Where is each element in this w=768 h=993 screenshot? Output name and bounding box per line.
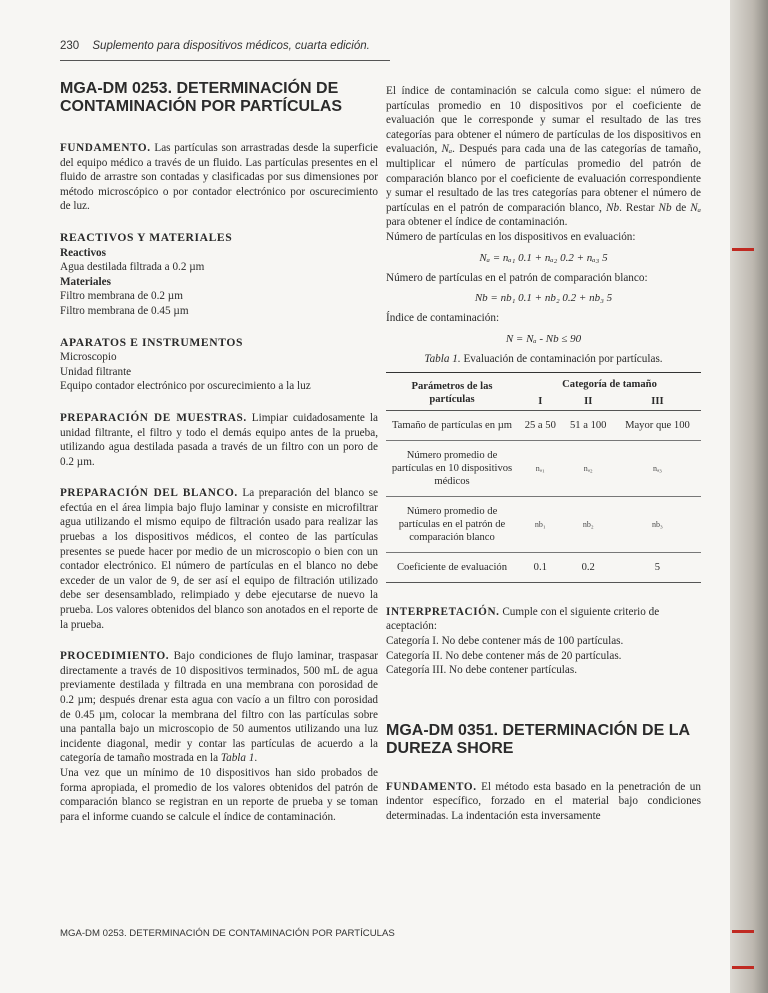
- interpretacion-text: Cumple con el siguiente criterio de aceptación:: [386, 605, 660, 633]
- aparatos-block: [60, 336, 378, 394]
- formula-nb: Nb = nb₁ 0.1 + nb₂ 0.2 + nb₃ 5: [474, 292, 613, 305]
- edge-mark: [732, 930, 754, 933]
- index-label: Índice de contaminación:: [386, 312, 500, 325]
- blank-label: Número de partículas en el patrón de comparación blanco:: [386, 271, 648, 284]
- fundamento-label: FUNDAMENTO.: [60, 142, 151, 154]
- fundamento-label: FUNDAMENTO.: [386, 780, 477, 793]
- cell: 5: [654, 561, 661, 573]
- row-label: Número promedio de partículas en el patrón de comparación blanco: [398, 505, 506, 543]
- table-reference: Tabla 1: [220, 752, 255, 765]
- category-col: II: [584, 395, 593, 407]
- param-header: Parámetros de las partículas: [386, 372, 518, 410]
- table-row: [386, 496, 701, 552]
- procedimiento-text: Bajo condiciones de flujo laminar, traspasar directamente a través de 10 dispositivos terminados, 500 mL de agua previamente destilada y filtrada en una membrana con porosidad de 0.2 µm; después drenar esta agua con vacío a un filtro con porosidad de 0.45 µm, colocar la membrana del filtro con las partículas sobre una pantalla bajo un microscopio de 50 aumentos utilizando una luz incidente diagonal, medir y contar las partículas de acuerdo a la categoría de tamaño mostrada en la: [60, 650, 379, 765]
- symbol-nb: Nb: [606, 201, 620, 214]
- procedimiento-paragraph: [60, 649, 378, 766]
- section-title: MGA-DM 0253. DETERMINACIÓN DE CONTAMINACIÓN POR PARTÍCULAS: [60, 80, 343, 115]
- fundamento-text: El método esta basado en la penetración de un indentor específico, forzado en el material bajo condiciones determinadas. La indentación esta inversamente: [386, 780, 701, 822]
- fundamento-text: Las partículas son arrastradas desde la superficie del equipo médico a través de un fluido. Las partículas presentes en el fluido de arrastre son contadas y clasificadas por sus dimensiones por método microscópico o por contador electrónico por oscurecimiento de luz.: [60, 142, 378, 213]
- cell: 25 a 50: [524, 419, 556, 431]
- cell: Mayor que 100: [625, 419, 690, 431]
- right-column: [386, 84, 701, 823]
- table-row: [386, 410, 701, 440]
- category-header: Categoría de tamaño: [562, 378, 657, 390]
- cell: nₐ₃: [652, 463, 662, 473]
- procedimiento-text-end: .: [254, 752, 258, 765]
- formula-n: N = Nₐ - Nb ≤ 90: [505, 332, 582, 345]
- contamination-table: [386, 372, 701, 583]
- calculo-text: . Restar: [619, 201, 659, 214]
- cell: nb₂: [582, 519, 594, 529]
- category-col: I: [538, 395, 543, 407]
- materiales-label: Materiales: [60, 275, 111, 288]
- row-label: Coeficiente de evaluación: [396, 561, 507, 573]
- interpretacion-label: INTERPRETACIÓN.: [386, 605, 500, 618]
- symbol-nb: Nb: [658, 201, 672, 214]
- criterion-item: Categoría I. No debe contener más de 100 partículas.: [386, 634, 624, 647]
- reactivos-label: Reactivos: [60, 246, 106, 259]
- reactivos-block: [60, 231, 378, 319]
- reactivos-heading: REACTIVOS Y MATERIALES: [60, 230, 233, 244]
- aparatos-heading: APARATOS E INSTRUMENTOS: [60, 335, 244, 349]
- caption-text: Evaluación de contaminación por partículas.: [463, 352, 663, 365]
- caption-label: Tabla 1.: [424, 352, 461, 365]
- criterion-item: Categoría III. No debe contener partículas.: [386, 664, 578, 677]
- procedimiento-label: PROCEDIMIENTO.: [60, 650, 170, 663]
- fundamento-paragraph: [386, 780, 701, 824]
- calculo-text: . Después para cada una de las categorías de tamaño, multiplicar el número de partículas promedio del patrón de comparación blanco por el coeficiente de evaluación correspondiente y sumar el resultado de las tres categorías para obtener el número de partículas en el patrón de comparación blanco,: [386, 143, 701, 214]
- interpretacion-block: [386, 605, 701, 678]
- row-label: Número promedio de partículas en 10 dispositivos médicos: [391, 449, 513, 487]
- cell: nb₁: [534, 519, 546, 529]
- page-number: 230: [60, 40, 80, 52]
- header-rule: [60, 60, 390, 61]
- muestras-paragraph: [60, 411, 378, 469]
- calculo-paragraph: [386, 84, 701, 230]
- blanco-label: PREPARACIÓN DEL BLANCO.: [60, 487, 238, 500]
- reactivo-item: Agua destilada filtrada a 0.2 µm: [60, 261, 205, 274]
- formula-na: Nₐ = nₐ₁ 0.1 + nₐ₂ 0.2 + nₐ₃ 5: [479, 251, 608, 264]
- material-item: Filtro membrana de 0.45 µm: [60, 304, 189, 317]
- page-footer: MGA-DM 0253. DETERMINACIÓN DE CONTAMINACIÓN POR PARTÍCULAS: [60, 928, 395, 939]
- table-caption: [386, 352, 701, 366]
- cell: 51 a 100: [569, 419, 607, 431]
- muestras-text: Limpiar cuidadosamente la unidad filtrante, el filtro y todo el demás equipo antes de la prueba, utilizando agua destilada pasada a través de un filtro con un poro de 0.2 µm.: [60, 411, 378, 468]
- symbol-na: Nₐ: [690, 201, 701, 214]
- material-item: Filtro membrana de 0.2 µm: [60, 290, 183, 303]
- running-title: Suplemento para dispositivos médicos, cuarta edición.: [92, 40, 370, 52]
- table-row: [386, 440, 701, 496]
- blanco-paragraph: [60, 486, 378, 632]
- cell: nₐ₂: [583, 463, 593, 473]
- muestras-label: PREPARACIÓN DE MUESTRAS.: [60, 411, 247, 424]
- symbol-na: Nₐ: [441, 143, 453, 156]
- calculo-text: de: [671, 201, 691, 214]
- row-label: Tamaño de partículas en µm: [391, 419, 513, 431]
- fundamento-paragraph: [60, 141, 378, 214]
- edge-mark: [732, 248, 754, 251]
- calculo-text: El índice de contaminación se calcula como sigue: el número de partículas promedio en 10 dispositivos por el coeficiente de evaluación que le corresponde y sumar el resultado de las tres categorías para obtener el número de partículas de los dispositivos en evaluación,: [386, 85, 701, 156]
- cell: nₐ₁: [535, 463, 545, 473]
- section-title: MGA-DM 0351. DETERMINACIÓN DE LA DUREZA SHORE: [386, 721, 690, 757]
- cell: 0.2: [581, 561, 595, 573]
- category-col: III: [651, 395, 664, 407]
- aparato-item: Microscopio: [60, 351, 117, 364]
- interpretacion-paragraph: [386, 605, 701, 634]
- criterion-item: Categoría II. No debe contener más de 20 partículas.: [386, 649, 622, 662]
- running-head: [60, 40, 390, 52]
- blanco-text: La preparación del blanco se efectúa en el área limpia bajo flujo laminar y consiste en microfiltrar agua utilizando el mismo equipo de filtración usado para realizar las pruebas a los dispositivos médicos, el conteo de las partículas presentes se puede hacer por medio de un microscopio o bien con un contador electrónico. El número de partículas en el blanco no debe exceder de un valor de 9, de ser así el equipo de filtración utilizado debe ser desensamblado, relimpiado y debe ejecutarse de nuevo la prueba. Los valores obtenidos del blanco son anotados en el reporte de la prueba.: [60, 487, 378, 631]
- cell: 0.1: [533, 561, 547, 573]
- devices-label: Número de partículas en los dispositivos en evaluación:: [386, 230, 636, 243]
- page-edge: [730, 0, 768, 993]
- calculo-text: para obtener el índice de contaminación.: [386, 216, 568, 229]
- procedimiento-paragraph-2: Una vez que un mínimo de 10 dispositivos han sido probados de forma apropiada, el promedio de los valores obtenidos del patrón de comparación blanco se registran en un reporte de prueba y se toman para el informe cuando se calcule el índice de contaminación.: [60, 766, 378, 823]
- table-row: [386, 552, 701, 582]
- left-column: [60, 80, 378, 824]
- edge-mark: [732, 966, 754, 969]
- cell: nb₃: [652, 519, 663, 529]
- aparato-item: Unidad filtrante: [60, 365, 132, 378]
- aparato-item: Equipo contador electrónico por oscurecimiento a la luz: [60, 380, 311, 393]
